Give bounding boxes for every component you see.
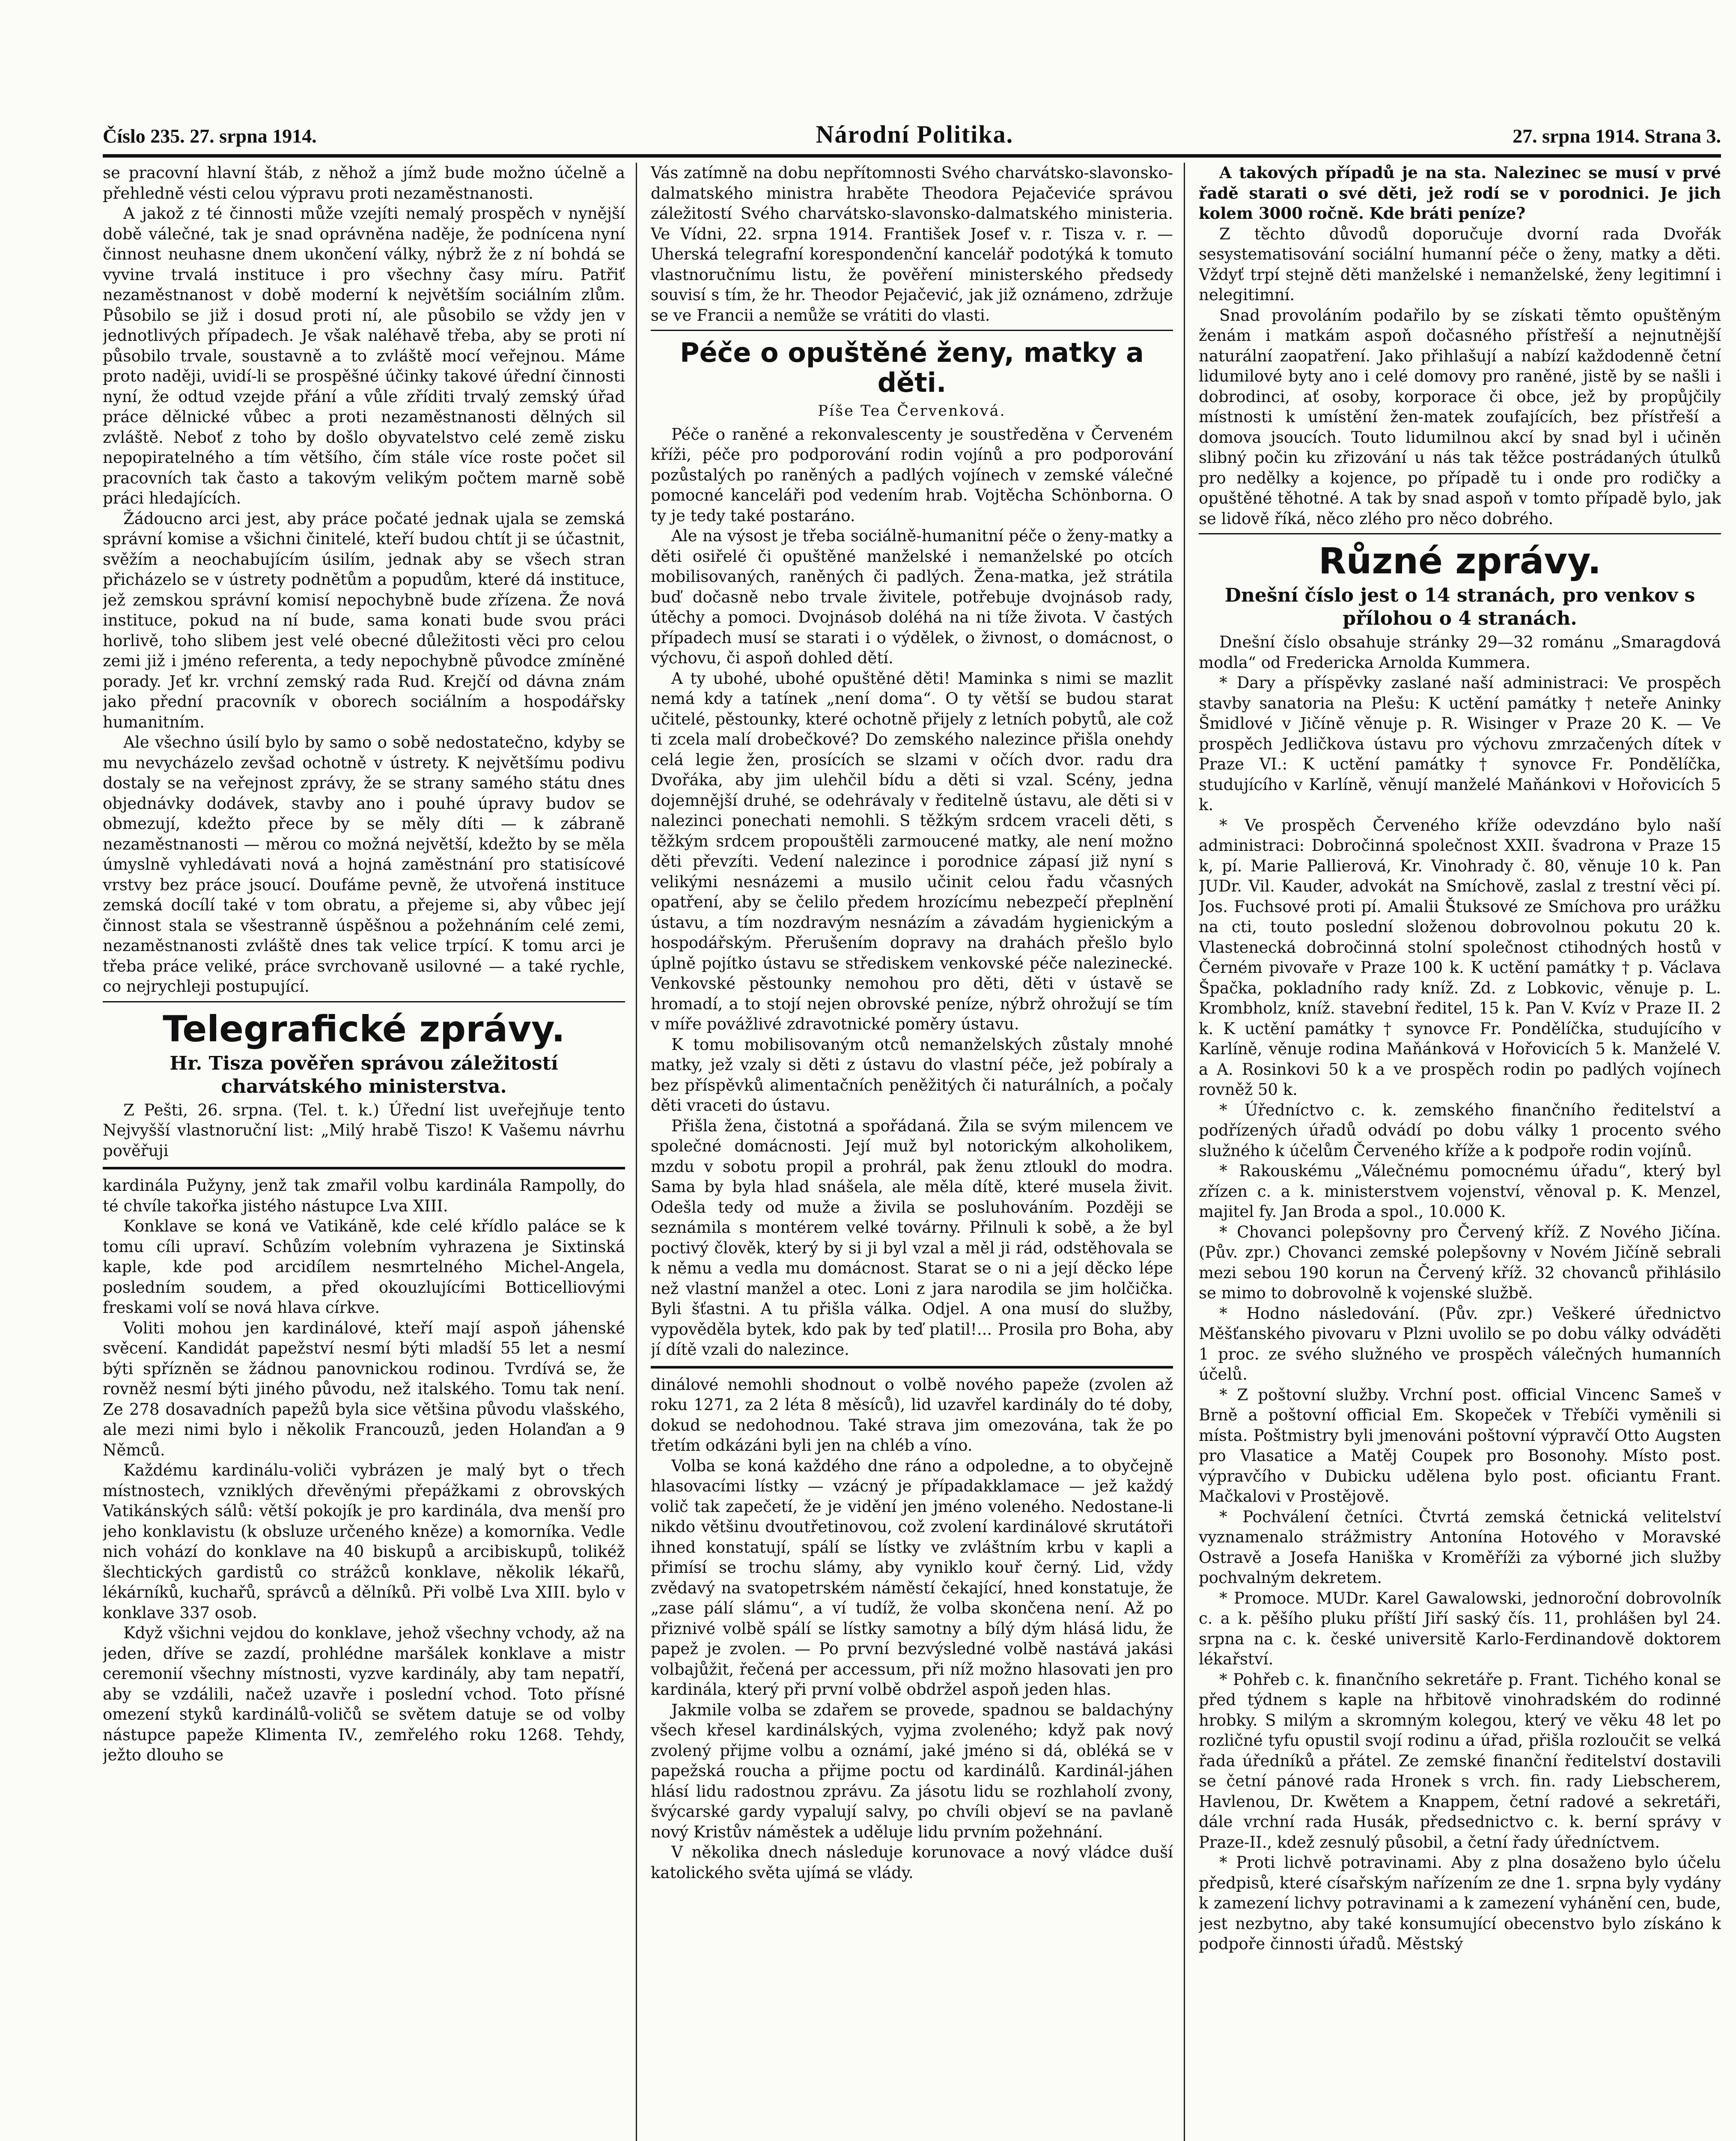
care-paragraph: A takových případů je na sta. Nalezinec se musí v prvé řadě starati o své děti, jež rodí se v porodnici. Je jich kolem 3000 ročně. Kde bráti peníze? [1199,163,1721,223]
article-paragraph: Žádoucno arci jest, aby práce počaté jednak ujala se zemská správní komise a všichni činitelé, kteří budou chtít ji se účastnit, svěžím a neochabujícím úsilím, jednak aby se všech stran přicházelo se v ústrety podnětům a popudům, které dá instituce, jež zemskou správní komisí nepochybně bude zřízena. Že nová instituce, pokud na ní bude, sama konati bude svou práci horlivě, toho slibem jest velé obecné důležitosti věci pro celou zemi již i jméno referenta, a tedy nepochybně původce zmíněné porady. Jeť kr. vrchní zemský rada Rud. Krejčí od dávna znám jako přední pracovník v oborech sociálním a hospodářsky humanitním. [103,509,625,731]
paper-name: Národní Politika. [816,120,1014,148]
section-divider [103,1167,625,1169]
column-left [103,163,625,2141]
telegraph-subheading: Hr. Tisza pověřen správou záležitostí charvátského ministerstva. [170,1052,558,1097]
telegraph-heading: Telegrafické zprávy. [163,1008,565,1050]
care-paragraph: Snad provoláním podařilo by se získati těmto opuštěným ženám i matkám aspoň dočasného přístřeší a nejnutnější naturální zaopatření. Jako přihlašují a nabízí každodenně četní lidumilové byty ano i celé domovy pro raněné, jistě by se našli i dobrodinci, ať osoby, korporace či obce, jež by propůjčily místnosti k umístění žen-matek zoufajících, bez přístřeší a domova jsoucích. Touto lidumilnou akcí by snad byl i učiněn slibný počin ku zřizování u nás tak těžce postrádaných útulků pro nedělky a kojence, po případě tu i onde pro rodičky a opuštěné těhotné. A tak by snad aspoň v tomto případě bylo, jak se lidově říká, něco zlého pro něco dobrého. [1199,306,1721,528]
news-item: * Rakouskému „Válečnému pomocnému úřadu“, který byl zřízen c. a k. ministerstvem vojenství, věnoval p. K. Menzel, majitel fy. Jan Broda a spol., 10.000 K. [1199,1162,1721,1221]
column-divider [1184,163,1185,2141]
news-heading: Různé zprávy. [1318,540,1602,582]
care-heading: Péče o opuštěné ženy, matky a děti. [680,337,1144,398]
news-item: * Ve prospěch Červeného kříže odevzdáno bylo naší administraci: Dobročinná společnost XXII. švadrona v Praze 15 k, pí. Marie Pallierová, Kr. Vinohrady č. 80, věnuje 10 k. Pan JUDr. Vil. Kauder, advokát na Smíchově, zaslal z trestní věci pí. Jos. Fuchsové proti pí. Amalii Štuksové ze Smíchova pro urážku na cti, touto poslední složenou dobrovolnou pokutu 20 k. Vlastenecká dobročinná stolní společnost ctihodných hostů v Černém pivovaře v Praze 100 k. K uctění památky † p. Václava Špačka, pokladního rady kníž. Zd. z Lobkovic, věnuje p. L. Krombholz, kníž. stavební ředitel, 15 k. Pan V. Kvíz v Praze II. 2 k. K uctění památky † synovce Fr. Pondělíčka, studujícího v Karlíně, věnuje rodina Maňánková v Hořovicích 5 k. Manželé V. a A. Rosinkovi 50 k a ve prospěch rodin po padlých vojínech rovněž 50 k. [1199,816,1721,1099]
care-paragraph: Přišla žena, čistotná a spořádaná. Žila se svým milencem ve společné domácnosti. Její muž byl notorickým alkoholikem, mzdu v sobotu propil a prohrál, pak ženu ztloukl do modra. Sama by byla hlad snášela, ale měla dítě, které musela živit. Odešla tedy od muže a živila se posluhováním. Později se seznámila s montérem velké továrny. Přilnuli k sobě, a že byl poctivý člověk, který by si ji byl vzal a měl ji rád, odstěhovala se k němu a vedla mu domácnost. Starat se o ni a její děcko lépe než vlastní manžel a otec. Loni z jara narodila se jim holčička. Byli šťastni. A tu přišla válka. Odjel. A ona musí do služby, vypověděla bytek, kdo pak by teď platil!... Prosila pro Boha, aby jí dítě vzali do nalezince. [651,1116,1173,1359]
care-paragraph: Z těchto důvodů doporučuje dvorní rada Dvořák sesystematisování sociální humanní péče o ženy, matky a děti. Vždyť trpí stejně děti manželské i nemanželské, ženy legitimní i nelegitimní. [1199,224,1721,304]
conclave-paragraph: dinálové nemohli shodnout o volbě nového papeže (zvolen až roku 1271, za 2 léta 8 měsíců), lid uzavřel kardinály do té doby, dokud se nedohodnou. Také strava jim omezována, tak že po třetím odkázáni byli jen na chléb a víno. [651,1375,1173,1455]
telegraph-paragraph: Vás zatímně na dobu nepřítomnosti Svého charvátsko-slavonsko-dalmatského ministra hraběte Theodora Pejačeviće správou záležitostí Svého charvátsko-slavonsko-dalmatského ministeria. Ve Vídni, 22. srpna 1914. František Josef v. r. Tisza v. r. — Uherská telegrafní korespondenční kancelář podotýká k tomuto vlastnoručnímu listu, že pověření ministerského předsedy souvisí s tím, že hr. Theodor Pejačević, jak již oznámeno, zdržuje se ve Francii a nemůže se vrátiti do vlasti. [651,164,1173,325]
conclave-paragraph: Konklave se koná ve Vatikáně, kde celé křídlo paláce se k tomu cíli upraví. Schůzím volebním vyhrazena je Sixtinská kaple, kde pod arcidílem nesmrtelného Michel-Angela, posledním soudem, a před okouzlujícími Botticelliovými freskami volí se nová hlava církve. [103,1217,625,1317]
masthead [103,120,1721,150]
section-divider [651,1366,1173,1369]
header-rule [103,154,1721,158]
news-item: * Dary a příspěvky zaslané naší administraci: Ve prospěch stavby sanatoria na Plešu: K uctění památky † neteře Aninky Šmidlové v Jičíně věnuje p. R. Wisinger v Praze 20 K. — Ve prospěch Jedličkova ústavu pro výchovu zmrzačených dítek v Praze VI.: K uctění památky † synovce Fr. Pondělíčka, studujícího v Karlíně, věnují manželé Maňánkovi v Hořovicích 5 k. [1199,674,1721,814]
page-date-number: 27. srpna 1914. Strana 3. [1513,125,1721,147]
conclave-paragraph: V několika dnech následuje korunovace a nový vládce duší katolického světa ujímá se vlády. [651,1843,1173,1882]
news-item: * Hodno následování. (Pův. zpr.) Veškeré úřednictvo Měšťanského pivovaru v Plzni uvolilo se po dobu války odváděti 1 proc. ze svého služného ve prospěch válečných humanních účelů. [1199,1304,1721,1384]
telegraph-paragraph: Z Pešti, 26. srpna. (Tel. t. k.) Úřední list uveřejňuje tento Nejvyšší vlastnoruční list: „Milý hrabě Tiszo! K Vašemu návrhu pověřuji [103,1100,625,1160]
issue-number: Číslo 235. 27. srpna 1914. [103,125,317,147]
news-item: * Promoce. MUDr. Karel Gawalowski, jednoroční dobrovolník c. a k. pěšího pluku příští Jiří saský čís. 11, prohlášen byl 24. srpna na c. k. české universitě Karlo-Ferdinandově doktorem lékařství. [1199,1589,1721,1669]
column-middle [651,163,1173,2141]
news-notice: Dnešní číslo jest o 14 stranách, pro venkov s přílohou o 4 stranách. [1224,584,1695,630]
news-item: * Pochválení četníci. Čtvrtá zemská četnická velitelství vyznamenalo strážmistry Antonína Hotového v Moravské Ostravě a Josefa Haniška v Kroměříži za výborné jich služby pochvalným dekretem. [1199,1507,1721,1587]
column-divider [636,163,637,2141]
article-paragraph: Ale všechno úsilí bylo by samo o sobě nedostatečno, kdyby se mu nevycházelo zevšad ochotně v ústrety. K největšímu podivu dostaly se na veřejnost zprávy, že se strany samého státu dnes objednávky dodávek, stavby ano i pouhé úpravy budov se obmezují, kdežto přece by se měly díti — k zábraně nezaměstnanosti — měrou co možná největší, kdežto by se měla úmyslně vyhledávati nová a hojná zaměstnání pro statisícové vrstvy bez práce jsoucí. Doufáme pevně, že utvořená instituce zemská docílí také v tom obratu, a přejeme si, aby vůbec její činnost stala se všestranně úspěšnou a požehnáním celé zemi, nezaměstnanosti zvláště dnes tak velice trpící. K tomu arci je třeba práce veliké, práce svrchovaně usilovné — a také rychle, co nejrychleji postupující. [103,733,625,996]
section-divider [651,330,1173,331]
care-paragraph: Péče o raněné a rekonvalescenty je soustředěna v Červeném kříži, péče pro podporování rodin vojínů a pro podporování pozůstalých po raněných a padlých vojínech v zemské válečné pomocné kanceláři pod vedením hrab. Vojtěcha Schönborna. O ty je tedy také postaráno. [651,425,1173,525]
conclave-paragraph: Voliti mohou jen kardinálové, kteří mají aspoň jáhenské svěcení. Kandidát papežství nesmí býti mladší 55 let a nesmí býti spřízněn se žádnou panovnickou rodinou. Tvrdívá se, že rovněž nesmí býti jiného původu, než italského. Tomu tak není. Ze 278 dosavadních papežů byla sice většina původu vlašského, ale mezi nimi bylo i několik Francouzů, jeden Holanďan a 9 Němců. [103,1318,625,1459]
news-item: * Pohřeb c. k. finančního sekretáře p. Frant. Tichého konal se před týdnem s kaple na hřbitově vinohradském do rodinné hrobky. S milým a skromným kolegou, který ve věku 48 let po rozličné tyfu opustil svojí rodinu a úřad, přišla rozloučit se velká řada úředníků a přátel. Ze zemské finanční ředitelství dostavili se četní pánové rada Hronek s vrch. fin. rady Liebscherem, Havlenou, Dr. Kwětem a Knappem, četní radové a sekretáři, dále vrchní rada Husák, předsednictvo c. k. berní správy v Praze-II., kdež zesnulý působil, a četní řady úředníctvem. [1199,1670,1721,1852]
care-paragraph: K tomu mobilisovaným otců nemanželských zůstaly mnohé matky, jež vzaly si děti z ústavu do vlastní péče, jež pobíraly a bez příspěvků alimentačních peněžitých či naturálních, a počaly děti vraceti do ústavu. [651,1035,1173,1115]
section-divider [1199,533,1721,534]
article-paragraph: se pracovní hlavní štáb, z něhož a jímž bude možno účelně a přehledně vésti celou výpravu proti nezaměstnanosti. [103,164,625,203]
news-item: * Proti lichvě potravinami. Aby z plna dosaženo bylo účelu předpisů, které císařským nařízením ze dne 1. srpna byly vydány k zamezení lichvy potravinami a k zamezení vyhánění cen, bude, jest nezbytno, aby také konsumující obecenstvo bylo získáno k podpoře činnosti úřadů. Městský [1199,1853,1721,1953]
care-paragraph: Ale na výsost je třeba sociálně-humanitní péče o ženy-matky a děti osiřelé či opuštěné manželské i nemanželské po otcích mobilisovaných, raněných či padlých. Žena-matka, jež strátila buď dočasně nebo trvale živitele, potřebuje dvojnásob rady, útěchy a pomoci. Dvojnásob doléhá na ni tíže života. V častých případech musí se starati i o výdělek, o živnost, o domácnost, o výchovu, či aspoň dohled dětí. [651,527,1173,667]
care-paragraph: A ty ubohé, ubohé opuštěné děti! Maminka s nimi se mazlit nemá kdy a tatínek „není doma“. O ty větší se budou starat učitelé, pěstounky, které ochotně přijely z letních pobytů, ale což ti zcela malí drobečkové? Do zemského nalezince přišla onehdy celá legie žen, prosících se slzami v očích dvor. radu dra Dvořáka, aby jim ulehčil bídu a děti si vzal. Scény, jedna dojemnější druhé, se odehrávaly v ředitelně ústavu, ale děti si v nalezinci ponechati nemohli. S těžkým srdcem vraceli děti, s těžkým srdcem propouštěli zarmoucené matky, ale není možno děti převzíti. Vedení nalezince i porodnice zápasí již nyní s velikými nesnázemi a musilo učinit celou řadu včasných opatření, aby se čelilo předem hrozícímu nebezpečí přeplnění ústavu, a tím nozdravým nesnázím a závadám hygienickým a hospodářským. Přerušením dopravy na drahách přešlo bylo úplně pojítko ústavu se střediskem venkovské péče nalezinecké. Venkovské pěstounky nemohou pro děti, děti v ústavě se hromadí, a to stojí nejen obrovské peníze, nýbrž ohrožují se tím v míře povážlivé zdravotnické poměry ústavu. [651,669,1173,1033]
column-right [1199,163,1721,2141]
article-paragraph: A jakož z té činnosti může vzejíti nemalý prospěch v nynější době válečné, tak je snad oprávněna naděje, že podnícena nyní činnost neuhasne dnem ukončení války, nýbrž že z ní bohdá se vyvine trvalá instituce i pro všechny časy míru. Patřiť nezaměstnanost v době moderní k největším sociálním zlům. Působilo se již i dosud proti ní, ale působilo se vždy jen v jednotlivých případech. Je však naléhavě třeba, aby se proti ní působilo trvale, soustavně a to zvláště mocí veřejnou. Máme proto naději, uvidí-li se prospěšné účinky takové úřední činnosti nyní, že odtud vzejde přání a vůle zříditi trvalý zemský úřad práce dělnické vůbec a proti nezaměstnanosti dělných sil zvláště. Neboť z toho by došlo obyvatelstvo celé země zisku nepopiratelného a tím většího, čím stále více roste počet sil pracovních tak často a takovým velikým počtem marně sobě práci hledajících. [103,204,625,507]
conclave-paragraph: Jakmile volba se zdařem se provede, spadnou se baldachýny všech křesel kardinálských, vyjma zvoleného; když pak nový zvolený přijme volbu a oznámí, jaké jméno si dá, obléká se v papežská roucha a přijme poctu od kardinálů. Kardinál-jáhen hlásí lidu radostnou zprávu. Za jásotu lidu se rozhlaholí zvony, švýcarské gardy vypalují salvy, po chvíli objeví se na pavlaně nový Kristův náměstek a uděluje lidu prvním požehnání. [651,1700,1173,1841]
conclave-paragraph: Volba se koná každého dne ráno a odpoledne, a to obyčejně hlasovacími lístky — vzácný je případakklamace — jež každý volič tak zapečetí, že je vidění jen jméno voleného. Nedostane-li nikdo většinu dvoutřetinovou, což zvolení kardinálové skrutátoři ihned konstatují, spálí se lístky ve zvláštním krbu v kapli a přimísí se trochu slámy, aby vyniklo kouř černý. Lid, vždy zvědavý na svatopetrském náměstí čekající, hned konstatuje, že „zase pálí slámu“, a ví tudíž, že volba skončena není. Až po přiznivé volbě spálí se lístky samotny a bílý dým hlásá lidu, že papež je zvolen. — Po první bezvýsledné volbě nastává jakási volbajůžit, řečená per accessum, při níž možno hlasovati jen pro kardinála, který při první volbě obdržel aspoň jeden hlas. [651,1456,1173,1699]
news-item: * Chovanci polepšovny pro Červený kříž. Z Nového Jičína. (Pův. zpr.) Chovanci zemské polepšovny v Novém Jičíně sebrali mezi sebou 190 korun na Červený kříž. 32 chovanců přihlásilo se mimo to dobrovolně k vojenské službě. [1199,1223,1721,1303]
conclave-paragraph: Když všichni vejdou do konklave, jehož všechny vchody, až na jeden, dříve se zazdí, prohlédne maršálek konklave a mistr ceremonií všechny místnosti, vyzve kardinály, aby tam nepatří, aby se vzdálili, načež uzavře i poslední vchod. Toto přísné omezení styků kardinálů-voličů se světem datuje se od volby nástupce papeže Klimenta IV., zemřelého roku 1268. Tehdy, ježto dlouho se [103,1624,625,1765]
news-item: * Z poštovní služby. Vrchní post. official Vincenc Sameš v Brně a poštovní official Em. Skopeček v Třebíči vyměnili si místa. Poštmistry byli jmenováni poštovní výpravčí Otto Augsten pro Vlasatice a Matěj Coupek pro Bosonohy. Místo post. výpravčího v Dubicku udělena bylo post. oficiantu Frant. Mačkalovi v Prostějově. [1199,1385,1721,1506]
newspaper-page [103,34,1721,2141]
news-item: * Úředníctvo c. k. zemského finančního ředitelství a podřízených úřadů odvádí po dobu války 1 procento svého služného k účelům Červeného kříže a k podpoře rodin vojínů. [1199,1100,1721,1160]
conclave-paragraph: Každému kardinálu-voliči vybrázen je malý byt o třech místnostech, vzniklých dřevěnými přepážkami z obrovských Vatikánských sálů: větší pokojík je pro kardinála, dva menší pro jeho konklavistu (k obsluze určeného kněze) a komorníka. Vedle nich vohází do konklave na 40 biskupů a arcibiskupů, tolikéž šlechtických gardistů co strážců konklave, několik lékařů, lékárníků, kuchařů, správců a dělníků. Při volbě Lva XIII. bylo v konklave 337 osob. [103,1461,625,1622]
care-byline: Píše Tea Červenková. [818,403,1006,420]
section-divider [103,1001,625,1002]
news-item: Dnešní číslo obsahuje stránky 29—32 románu „Smaragdová modla“ od Fredericka Arnolda Kummera. [1199,633,1721,672]
conclave-paragraph: kardinála Pužyny, jenž tak zmařil volbu kardinála Rampolly, do té chvíle takořka jistého nástupce Lva XIII. [103,1176,625,1215]
